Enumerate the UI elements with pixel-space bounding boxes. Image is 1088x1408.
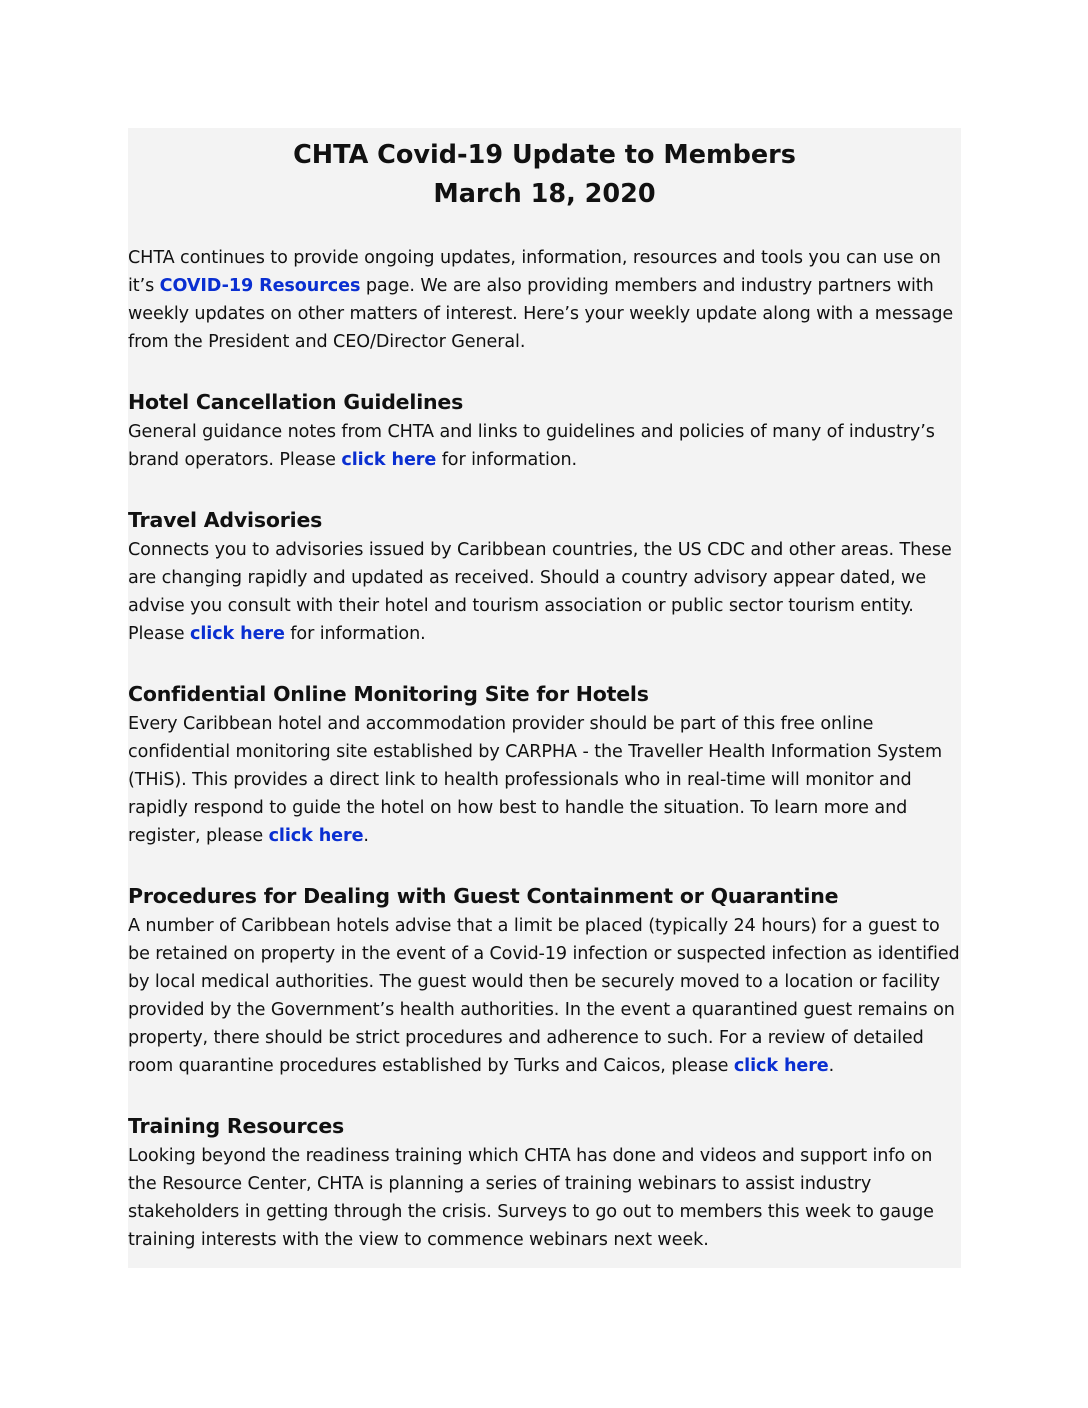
intro-text-start: CHTA continues to provide ongoing updates, information, resources and tools you can use on it’s [128, 248, 941, 296]
section-heading: Confidential Online Monitoring Site for Hotels [128, 682, 649, 706]
intro-paragraph [128, 244, 961, 356]
section-text-start: General guidance notes from CHTA and links to guidelines and policies of many of industry’s brand operators. Please [128, 422, 935, 470]
click-here-link[interactable]: click here [190, 624, 285, 644]
section-training-resources [128, 1112, 961, 1254]
click-here-link[interactable]: click here [733, 1056, 829, 1076]
section-text-end: . [363, 826, 369, 846]
section-heading: Travel Advisories [128, 508, 323, 532]
section-heading: Training Resources [128, 1114, 345, 1138]
section-monitoring-site [128, 680, 961, 850]
section-heading: Procedures for Dealing with Guest Containment or Quarantine [128, 884, 839, 908]
page-title: CHTA Covid-19 Update to Members [293, 140, 796, 170]
section-heading: Hotel Cancellation Guidelines [128, 390, 464, 414]
covid-resources-link[interactable]: COVID-19 Resources [159, 276, 361, 296]
page-date: March 18, 2020 [433, 179, 656, 209]
section-body [128, 710, 961, 850]
section-body [128, 418, 961, 474]
section-guest-containment [128, 882, 961, 1080]
section-text: Looking beyond the readiness training which CHTA has done and videos and support info on the Resource Center, CHTA is planning a series of training webinars to assist industry stakeholders in getting through the crisis. Surveys to go out to members this week to gauge training interests with the view to commence webinars next week. [128, 1146, 934, 1250]
title-block [128, 136, 961, 214]
click-here-link[interactable]: click here [268, 826, 364, 846]
section-text-start: A number of Caribbean hotels advise that a limit be placed (typically 24 hours) for a guest to be retained on property in the event of a Covid-19 infection or suspected infection as identified by local medical authorities. The guest would then be securely moved to a location or facility provided by the Government’s health authorities. In the event a quarantined guest remains on property, there should be strict procedures and adherence to such. For a review of detailed room quarantine procedures established by Turks and Caicos, please [128, 916, 960, 1076]
section-body [128, 536, 961, 648]
section-hotel-cancellation [128, 388, 961, 474]
section-text-start: Connects you to advisories issued by Caribbean countries, the US CDC and other areas. These are changing rapidly and updated as received. Should a country advisory appear dated, we advise you consult with their hotel and tourism association or public sector tourism entity. Please [128, 540, 952, 644]
section-text-end: for information. [436, 450, 578, 470]
section-text-start: Every Caribbean hotel and accommodation provider should be part of this free online confidential monitoring site established by CARPHA - the Traveller Health Information System (THiS). This provides a direct link to health professionals who in real-time will monitor and rapidly respond to guide the hotel on how best to handle the situation. To learn more and register, please [128, 714, 943, 846]
section-travel-advisories [128, 506, 961, 648]
section-body [128, 1142, 961, 1254]
newsletter-content [128, 136, 961, 1254]
click-here-link[interactable]: click here [341, 450, 437, 470]
section-text-end: for information. [284, 624, 426, 644]
intro-text-end: page. We are also providing members and industry partners with weekly updates on other matters of interest. Here’s your weekly update along with a message from the President and CEO/Director General. [128, 276, 954, 352]
section-text-end: . [828, 1056, 835, 1076]
section-body [128, 912, 961, 1080]
